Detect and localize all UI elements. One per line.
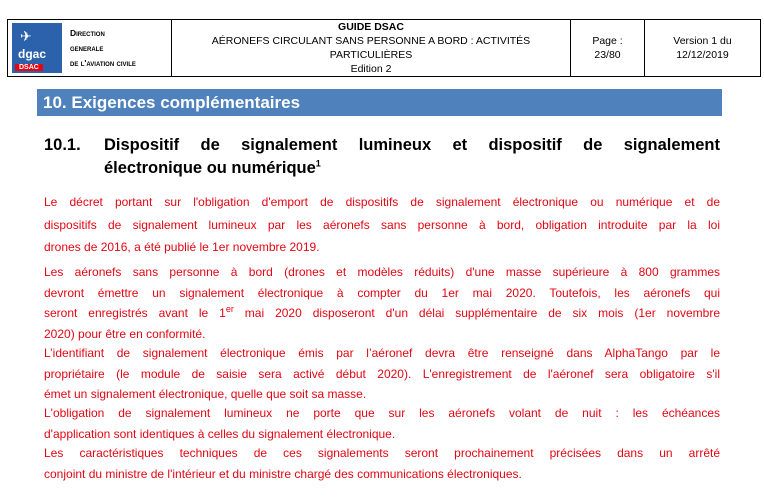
paragraph-line: drones de 2016, a été publié le 1er novembre 2019. — [44, 240, 320, 254]
document-header — [7, 19, 761, 77]
paragraph-line: émet un signalement électronique, quelle que soit sa masse. — [44, 387, 367, 401]
subsection-number: 10.1. — [44, 136, 81, 154]
page-label: Page : — [592, 35, 623, 47]
footnote-marker: 1 — [315, 158, 321, 169]
version-line-2: 12/12/2019 — [676, 49, 729, 61]
org-line-1: Direction — [70, 27, 105, 38]
edition: Edition 2 — [350, 63, 392, 75]
paragraph-4 — [44, 403, 720, 444]
section-title: Exigences complémentaires — [71, 93, 301, 112]
ordinal-sup: er — [225, 304, 234, 314]
paragraph-text: seront enregistrés avant le 1 — [44, 306, 226, 320]
header-page-cell — [571, 20, 645, 77]
plane-icon: ✈ — [20, 29, 32, 45]
paragraph-line: 2020) pour être en conformité. — [44, 326, 206, 341]
paragraph-line: d'application sont identiques à celles du signalement électronique. — [44, 426, 396, 441]
paragraph-line: devront émettre un signalement électronique à compter du 1er mai 2020. Toutefois, les aéronefs qui — [44, 285, 720, 300]
paragraph-line: propriétaire (le module de saisie sera activé début 2020). L'enregistrement de l'aéronef sera obligatoire s'il — [44, 366, 720, 381]
header-title-cell — [172, 20, 571, 77]
paragraph-line: dispositifs de signalement lumineux par les aéronefs sans personne à bord, obligation introduite par la loi — [44, 217, 720, 232]
header-version-cell — [645, 20, 761, 77]
paragraph-1 — [44, 191, 720, 259]
logo-text: dgac — [18, 47, 47, 61]
paragraph-5 — [44, 443, 720, 484]
paragraph-line-with-sup — [44, 303, 720, 324]
paragraph-text: mai 2020 disposeront d'un délai supplémentaire de six mois (1er novembre — [233, 306, 721, 320]
paragraph-line: L'obligation de signalement lumineux ne porte que sur les aéronefs volant de nuit : les échéances — [44, 406, 720, 420]
paragraph-line: L’identifiant de signalement électronique émis par l’aéronef devra être renseigné dans AlphaTango par le — [44, 346, 720, 360]
logo-sub: DSAC — [15, 64, 43, 71]
subsection-heading — [44, 134, 720, 180]
version-line-1: Version 1 du — [673, 35, 732, 47]
organization-name — [70, 26, 136, 71]
guide-subtitle: AÉRONEFS CIRCULANT SANS PERSONNE A BORD : ACTIVITÉS PARTICULIÈRES — [211, 35, 531, 61]
section-heading — [37, 89, 722, 116]
guide-title: GUIDE DSAC — [338, 21, 404, 33]
subsection-title-line-2: électronique ou numérique — [104, 159, 316, 177]
dgac-logo — [12, 23, 62, 73]
org-line-2: generale — [70, 42, 104, 53]
paragraph-line: Les aéronefs sans personne à bord (drones et modèles réduits) d'une masse supérieure à 800 grammes — [44, 265, 720, 279]
paragraph-line: Le décret portant sur l'obligation d'emport de dispositifs de signalement électronique ou numérique et de — [44, 195, 720, 209]
paragraph-line: conjoint du ministre de l'intérieur et du ministre chargé des communications électroniques. — [44, 466, 522, 481]
paragraph-2 — [44, 262, 720, 344]
paragraph-line: Les caractéristiques techniques de ces signalements seront prochainement précisées dans un arrêté — [44, 446, 720, 460]
paragraph-3 — [44, 343, 720, 405]
header-logo-cell — [8, 20, 172, 77]
page-number: 23/80 — [594, 49, 621, 61]
subsection-title-line-1: Dispositif de signalement lumineux et dispositif de signalement — [104, 136, 720, 154]
section-number: 10. — [43, 93, 67, 112]
org-line-3: de l'aviation civile — [70, 57, 136, 68]
